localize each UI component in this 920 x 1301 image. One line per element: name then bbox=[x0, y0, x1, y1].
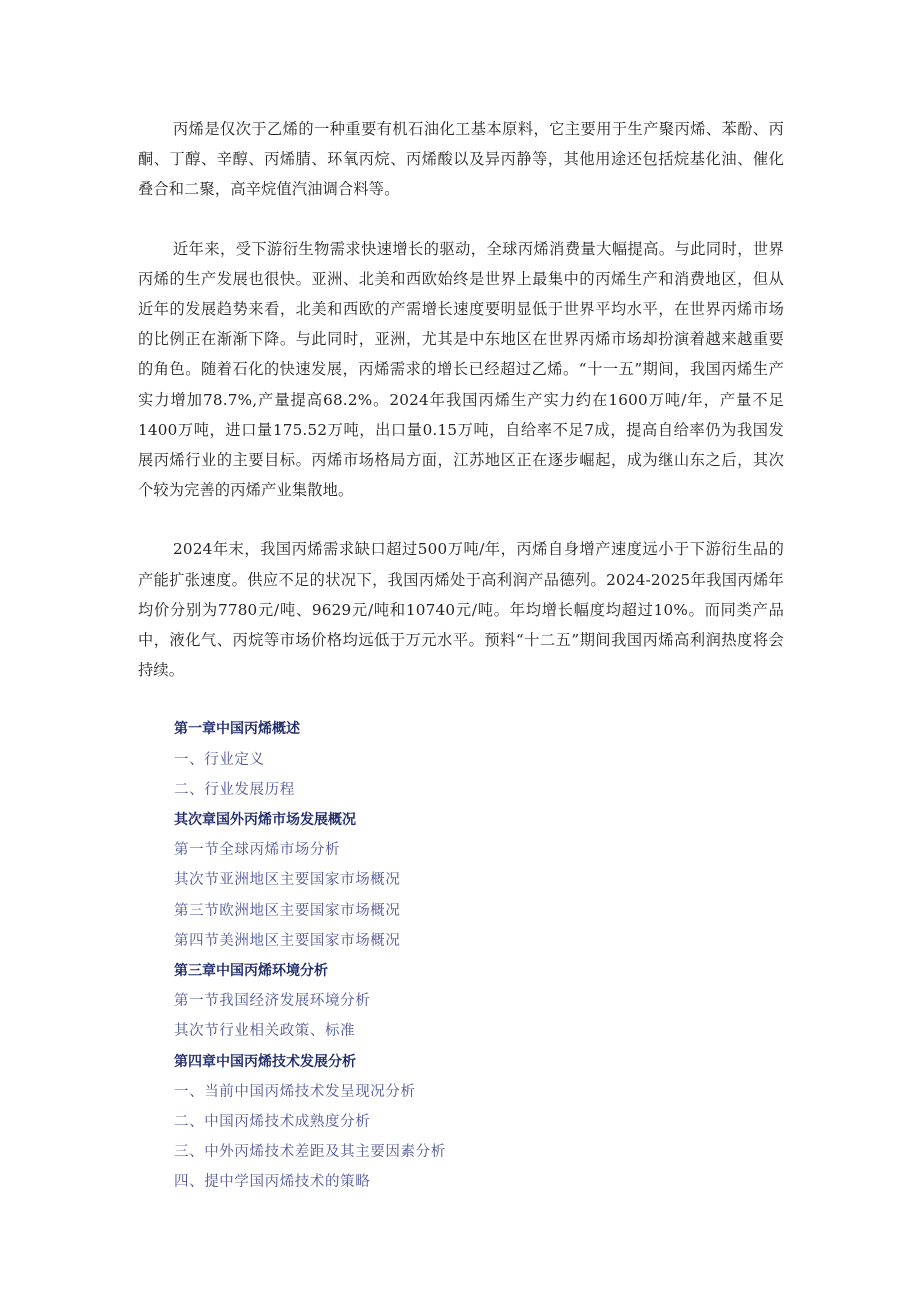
table-of-contents bbox=[138, 714, 784, 1197]
toc-item: 其次节行业相关政策、标准 bbox=[174, 1023, 356, 1040]
toc-item: 二、行业发展历程 bbox=[174, 781, 295, 798]
toc-item: 其次节亚洲地区主要国家市场概况 bbox=[174, 872, 401, 889]
toc-item: 四、提中学国丙烯技术的策略 bbox=[174, 1174, 371, 1191]
paragraph-market-development: 近年来，受下游衍生物需求快速增长的驱动，全球丙烯消费量大幅提高。与此同时，世界丙烯的生产发展也很快。亚洲、北美和西欧始终是世界上最集中的丙烯生产和消费地区，但从近年的发展趋势来看，北美和西欧的产需增长速度要明显低于世界平均水平，在世界丙烯市场的比例正在渐渐下降。与此同时，亚洲，尤其是中东地区在世界丙烯市场却扮演着越来越重要的角色。随着石化的快速发展，丙烯需求的增长已经超过乙烯。“十一五”期间，我国丙烯生产实力增加78.7%,产量提高68.2%。2024年我国丙烯生产实力约在1600万吨/年，产量不足1400万吨，进口量175.52万吨，出口量0.15万吨，自给率不足7成，提高自给率仍为我国发展丙烯行业的主要目标。丙烯市场格局方面，江苏地区正在逐步崛起，成为继山东之后，其次个较为完善的丙烯产业集散地。 bbox=[138, 239, 784, 500]
toc-item: 三、中外丙烯技术差距及其主要因素分析 bbox=[174, 1144, 446, 1161]
toc-item: 第一节我国经济发展环境分析 bbox=[174, 993, 371, 1010]
paragraph-propylene-uses: 丙烯是仅次于乙烯的一种重要有机石油化工基本原料，它主要用于生产聚丙烯、苯酚、丙酮、丁醇、辛醇、丙烯腈、环氧丙烷、丙烯酸以及异丙静等，其他用途还包括烷基化油、催化叠合和二聚，高辛烷值汽油调合料等。 bbox=[138, 120, 784, 199]
toc-item: 一、行业定义 bbox=[174, 751, 265, 768]
paragraph-supply-price: 2024年末，我国丙烯需求缺口超过500万吨/年，丙烯自身增产速度远小于下游衍生品的产能扩张速度。供应不足的状况下，我国丙烯处于高利润产品德列。2024-2025年我国丙烯年均价分别为7780元/吨、9629元/吨和10740元/吨。年均增长幅度均超过10%。而同类产品中，液化气、丙烷等市场价格均远低于万元水平。预料“十二五”期间我国丙烯高利润热度将会持续。 bbox=[138, 540, 784, 680]
toc-item: 二、中国丙烯技术成熟度分析 bbox=[174, 1113, 371, 1130]
toc-chapter-2: 其次章国外丙烯市场发展概况 bbox=[174, 812, 356, 829]
toc-chapter-4: 第四章中国丙烯技术发展分析 bbox=[174, 1053, 356, 1070]
toc-chapter-1: 第一章中国丙烯概述 bbox=[174, 721, 300, 738]
document-page bbox=[138, 114, 784, 1197]
toc-item: 第四节美洲地区主要国家市场概况 bbox=[174, 932, 401, 949]
toc-item: 一、当前中国丙烯技术发呈现况分析 bbox=[174, 1083, 416, 1100]
toc-item: 第一节全球丙烯市场分析 bbox=[174, 842, 341, 859]
toc-chapter-3: 第三章中国丙烯环境分析 bbox=[174, 962, 328, 979]
toc-item: 第三节欧洲地区主要国家市场概况 bbox=[174, 902, 401, 919]
